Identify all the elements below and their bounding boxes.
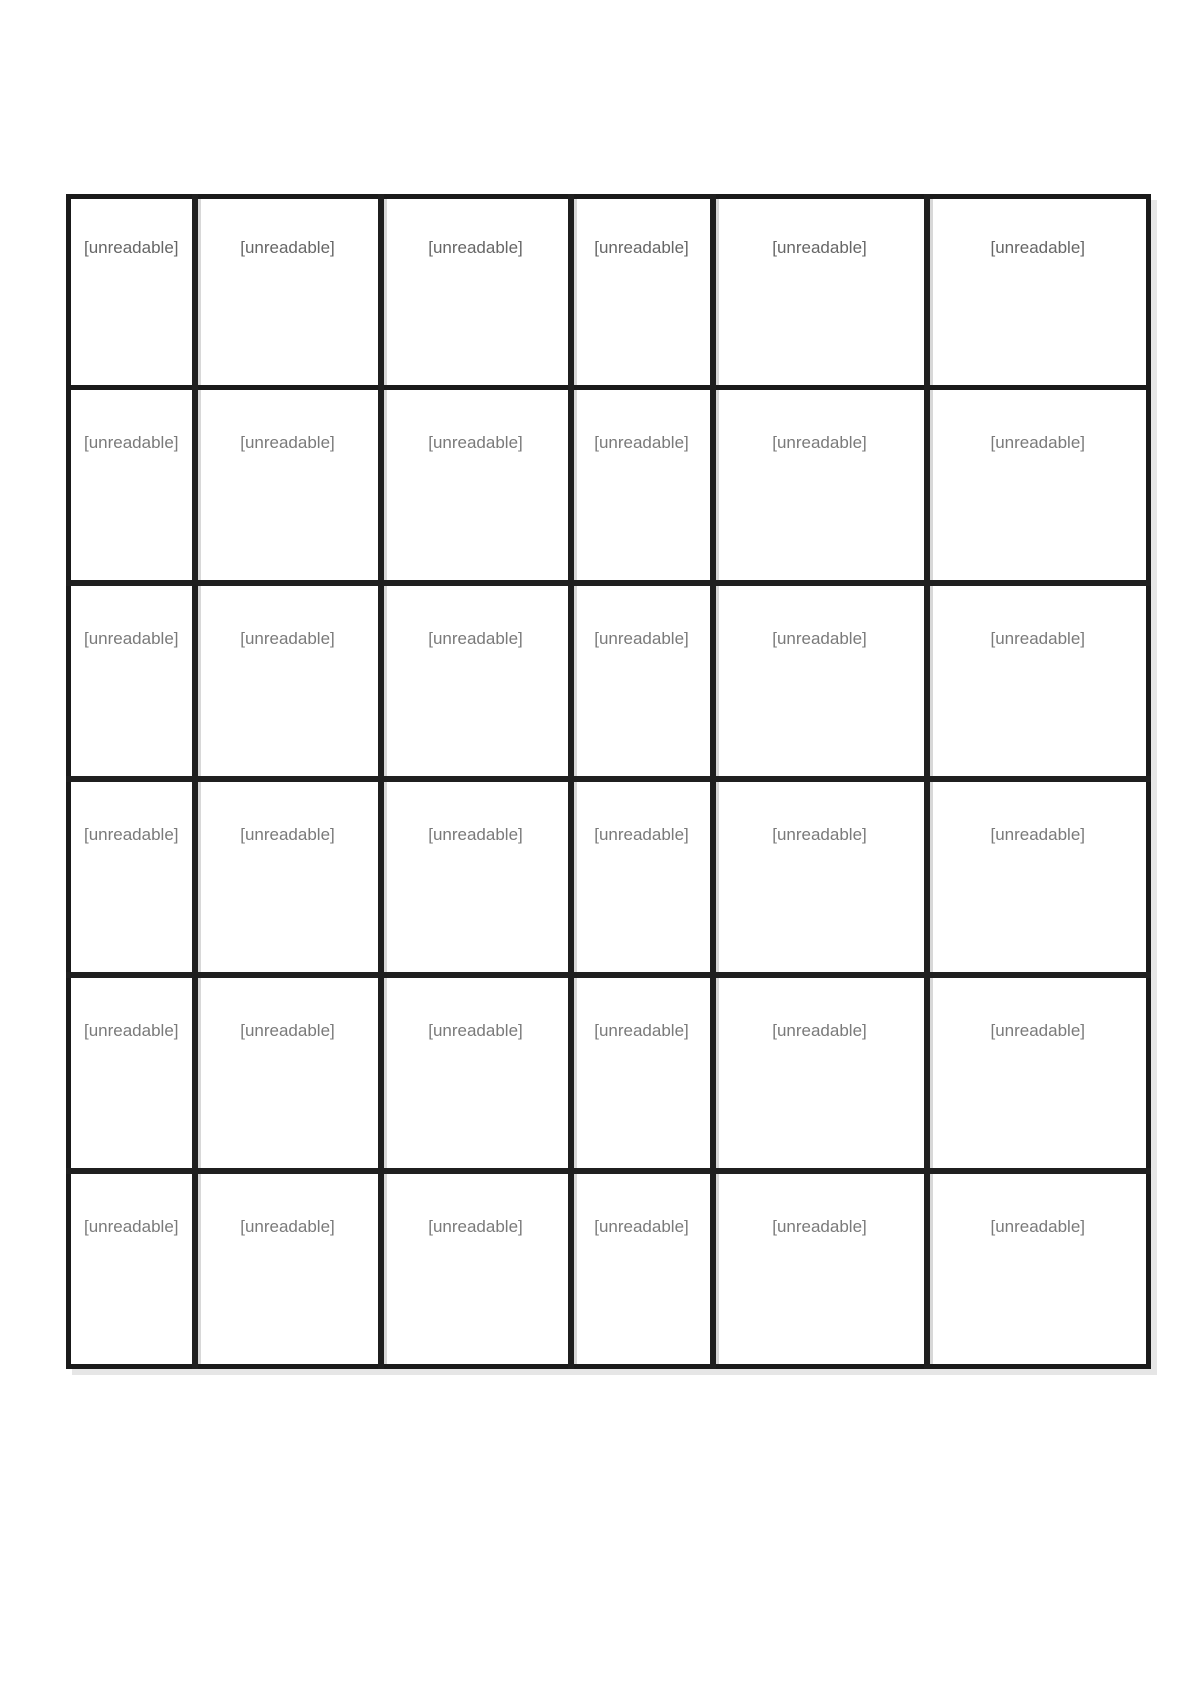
table-row — [69, 1171, 1149, 1367]
table-cell: [unreadable] — [571, 388, 713, 584]
table-cell: [unreadable] — [713, 1171, 927, 1367]
table-cell: [unreadable] — [713, 975, 927, 1171]
table-cell: [unreadable] — [713, 388, 927, 584]
column-header: [unreadable] — [713, 197, 927, 388]
table-cell: [unreadable] — [195, 779, 381, 975]
table-cell: [unreadable] — [713, 779, 927, 975]
table-cell: [unreadable] — [571, 1171, 713, 1367]
table-cell: [unreadable] — [571, 975, 713, 1171]
column-header: [unreadable] — [927, 197, 1149, 388]
table-header-row — [69, 197, 1149, 388]
table-cell: [unreadable] — [381, 583, 571, 779]
table-row — [69, 779, 1149, 975]
table-row — [69, 975, 1149, 1171]
column-header: [unreadable] — [381, 197, 571, 388]
column-header: [unreadable] — [69, 197, 195, 388]
table-row — [69, 583, 1149, 779]
table-cell: [unreadable] — [571, 583, 713, 779]
table-cell: [unreadable] — [69, 388, 195, 584]
table-cell: [unreadable] — [927, 779, 1149, 975]
table-cell: [unreadable] — [381, 975, 571, 1171]
table-cell: [unreadable] — [381, 1171, 571, 1367]
table-cell: [unreadable] — [927, 1171, 1149, 1367]
table-row — [69, 388, 1149, 584]
column-header: [unreadable] — [195, 197, 381, 388]
table-cell: [unreadable] — [195, 583, 381, 779]
table-cell: [unreadable] — [927, 388, 1149, 584]
table-cell: [unreadable] — [713, 583, 927, 779]
table-cell: [unreadable] — [381, 779, 571, 975]
table-cell: [unreadable] — [381, 388, 571, 584]
table-cell: [unreadable] — [69, 1171, 195, 1367]
data-table — [66, 194, 1151, 1369]
table-cell: [unreadable] — [195, 975, 381, 1171]
table-cell: [unreadable] — [927, 583, 1149, 779]
table-cell: [unreadable] — [195, 1171, 381, 1367]
table-cell: [unreadable] — [69, 779, 195, 975]
table-cell: [unreadable] — [195, 388, 381, 584]
table-cell: [unreadable] — [571, 779, 713, 975]
table-cell: [unreadable] — [927, 975, 1149, 1171]
column-header: [unreadable] — [571, 197, 713, 388]
table-cell: [unreadable] — [69, 583, 195, 779]
table-cell: [unreadable] — [69, 975, 195, 1171]
